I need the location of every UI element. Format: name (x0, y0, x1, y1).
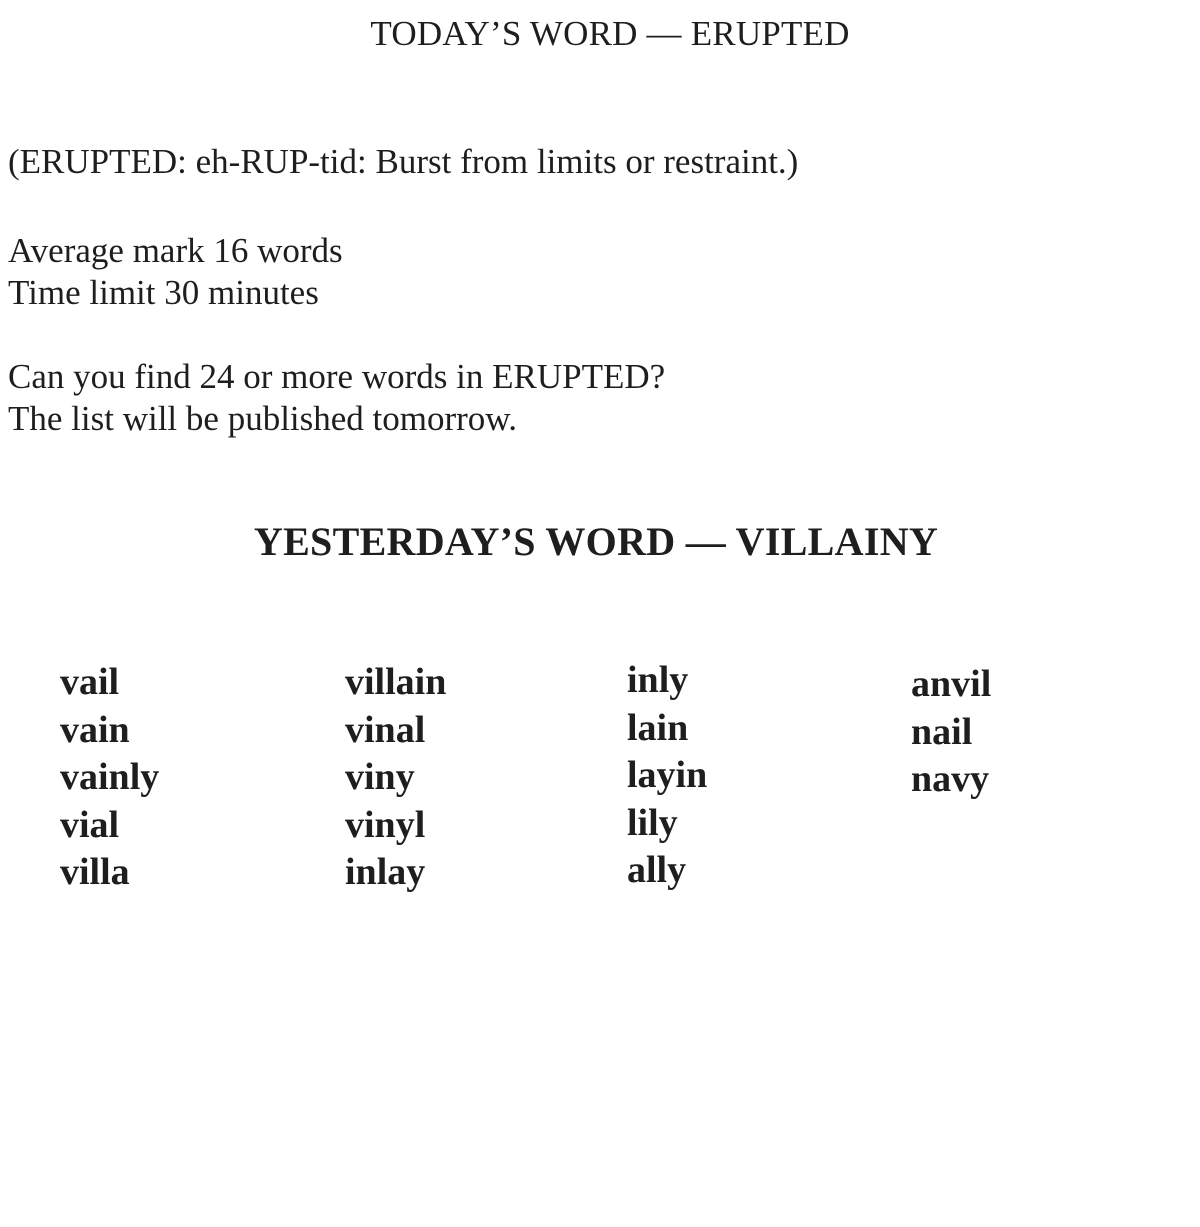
word-list-item: villain (345, 661, 447, 703)
word-list-item: layin (627, 754, 708, 796)
todays-word-heading: TODAY’S WORD — ERUPTED (370, 14, 850, 53)
yesterdays-word-heading: YESTERDAY’S WORD — VILLAINY (253, 519, 939, 564)
word-list-item: lain (627, 706, 689, 749)
word-list-item: lily (627, 801, 678, 844)
average-mark: Average mark 16 words (8, 231, 343, 270)
word-list-column-1 (60, 659, 159, 897)
challenge-question: Can you find 24 or more words in ERUPTED? (8, 357, 666, 396)
word-list-item: vinyl (345, 803, 426, 846)
puzzle-stats (8, 230, 343, 314)
word-definition: (ERUPTED: eh-RUP-tid: Burst from limits or restraint.) (8, 142, 799, 181)
word-list-item: vain (60, 708, 130, 751)
word-list-item: ally (627, 849, 687, 891)
word-list-item: vinal (345, 708, 426, 751)
word-list-column-4 (911, 661, 991, 804)
word-list-column-3 (627, 657, 707, 895)
word-list-item: inly (627, 659, 689, 701)
word-list-column-2 (345, 659, 446, 897)
word-list-item: vainly (60, 756, 160, 798)
word-list-item: villa (60, 851, 130, 893)
word-list-item: viny (345, 756, 415, 798)
challenge-text (8, 356, 665, 440)
word-list-item: anvil (911, 663, 992, 705)
word-list-item: navy (911, 758, 990, 800)
word-list-item: inlay (345, 851, 426, 893)
publish-note: The list will be published tomorrow. (8, 399, 518, 438)
word-list-item: vail (60, 661, 120, 703)
time-limit: Time limit 30 minutes (8, 273, 319, 312)
word-list-item: nail (911, 710, 973, 753)
word-list-item: vial (60, 803, 120, 846)
